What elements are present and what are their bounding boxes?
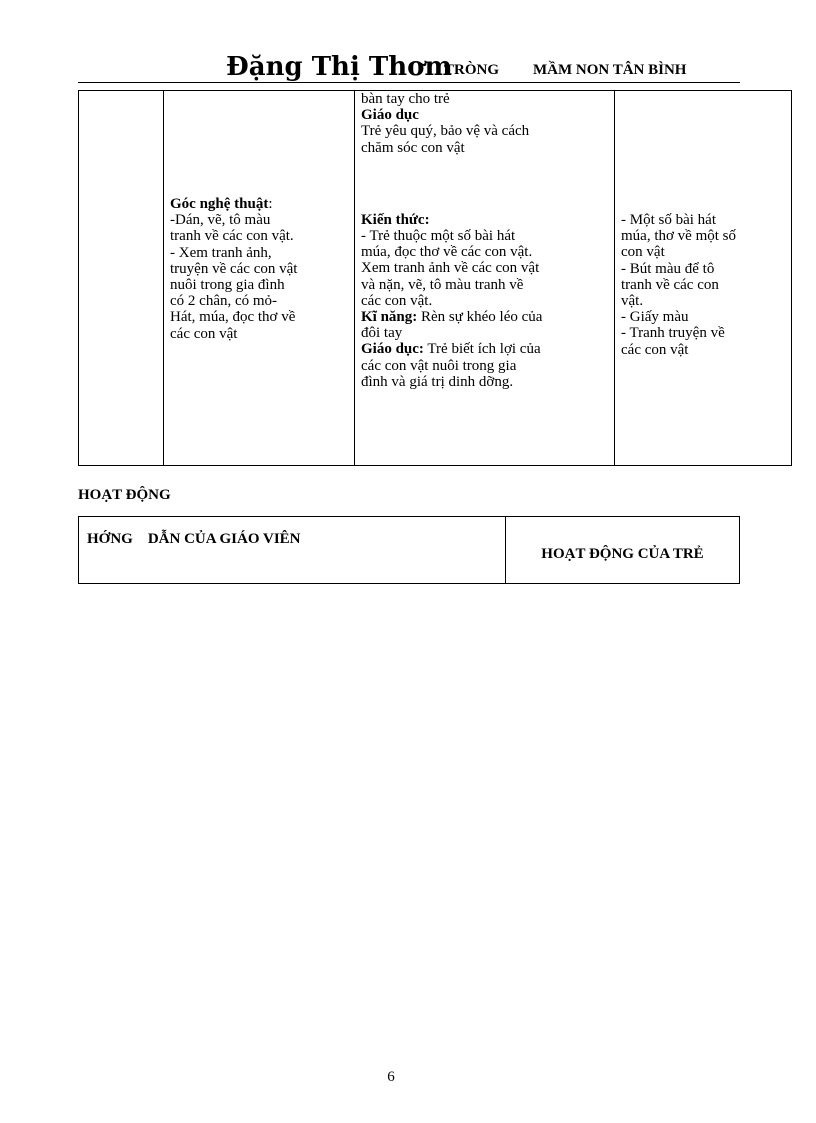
table-row [79, 91, 792, 466]
material-line: - Giấy màu [621, 309, 689, 326]
corner-line: - Xem tranh ảnh, [170, 244, 272, 261]
activity-corner-cell [164, 91, 355, 466]
knowledge-line: - Trẻ thuộc một số bài hát [361, 228, 516, 245]
material-line: - Một số bài hát [621, 212, 716, 228]
corner-line: các con vật [170, 325, 238, 342]
education-line: đình và giá trị dinh dỡng. [361, 373, 514, 390]
skills-line: Kĩ năng: Rèn sự khéo léo của [361, 309, 543, 326]
page-header [78, 52, 740, 83]
teacher-guidance-header: HỚNG DẪN CỦA GIÁO VIÊN [79, 517, 506, 584]
education-line: các con vật nuôi trong gia [361, 357, 517, 374]
material-line: múa, thơ về một số [621, 228, 737, 245]
material-line: các con vật [621, 341, 689, 358]
objective-line: chăm sóc con vật [361, 139, 465, 156]
material-line: - Tranh truyện về [621, 325, 725, 342]
activity-table [78, 516, 740, 584]
knowledge-line: và nặn, vẽ, tô màu tranh về [361, 276, 524, 293]
author-name: Đặng Thị Thơm [226, 52, 452, 82]
objective-line: Trẻ yêu quý, bảo vệ và cách [361, 123, 530, 140]
education-line: Giáo dục: Trẻ biết ích lợi của [361, 341, 541, 358]
corner-line: nuôi trong gia đình [170, 277, 285, 294]
empty-cell [79, 91, 164, 466]
corner-line: truyện về các con vật [170, 260, 298, 277]
material-line: con vật [621, 244, 665, 261]
corner-line: có 2 chân, có mỏ- [170, 293, 278, 310]
material-line: tranh về các con [621, 276, 719, 293]
school-name: MẦM NON TÂN BÌNH [533, 62, 687, 78]
objective-line: bàn tay cho trẻ [361, 91, 450, 107]
lesson-plan-table [78, 90, 792, 466]
material-line: - Bút màu để tô [621, 260, 715, 277]
page-number: 6 [387, 1069, 395, 1085]
knowledge-line: múa, đọc thơ về các con vật. [361, 244, 533, 261]
knowledge-line: các con vật. [361, 292, 433, 309]
corner-line: Hát, múa, đọc thơ về [170, 309, 296, 326]
table-row [79, 517, 740, 584]
corner-line: tranh về các con vật. [170, 228, 294, 245]
child-activity-header: HOẠT ĐỘNG CỦA TRẺ [506, 517, 740, 584]
knowledge-line: Xem tranh ảnh về các con vật [361, 260, 540, 277]
objective-heading: Giáo dục [361, 107, 419, 124]
corner-line: -Dán, vẽ, tô màu [170, 212, 271, 229]
objectives-cell [355, 91, 615, 466]
knowledge-heading: Kiến thức: [361, 211, 430, 228]
corner-title: Góc nghệ thuật: [170, 196, 273, 212]
material-line: vật. [621, 293, 644, 310]
section-title: HOẠT ĐỘNG [78, 487, 171, 503]
skills-line: đôi tay [361, 325, 403, 342]
school-prefix: TRÒNG [444, 62, 500, 78]
materials-cell [615, 91, 792, 466]
